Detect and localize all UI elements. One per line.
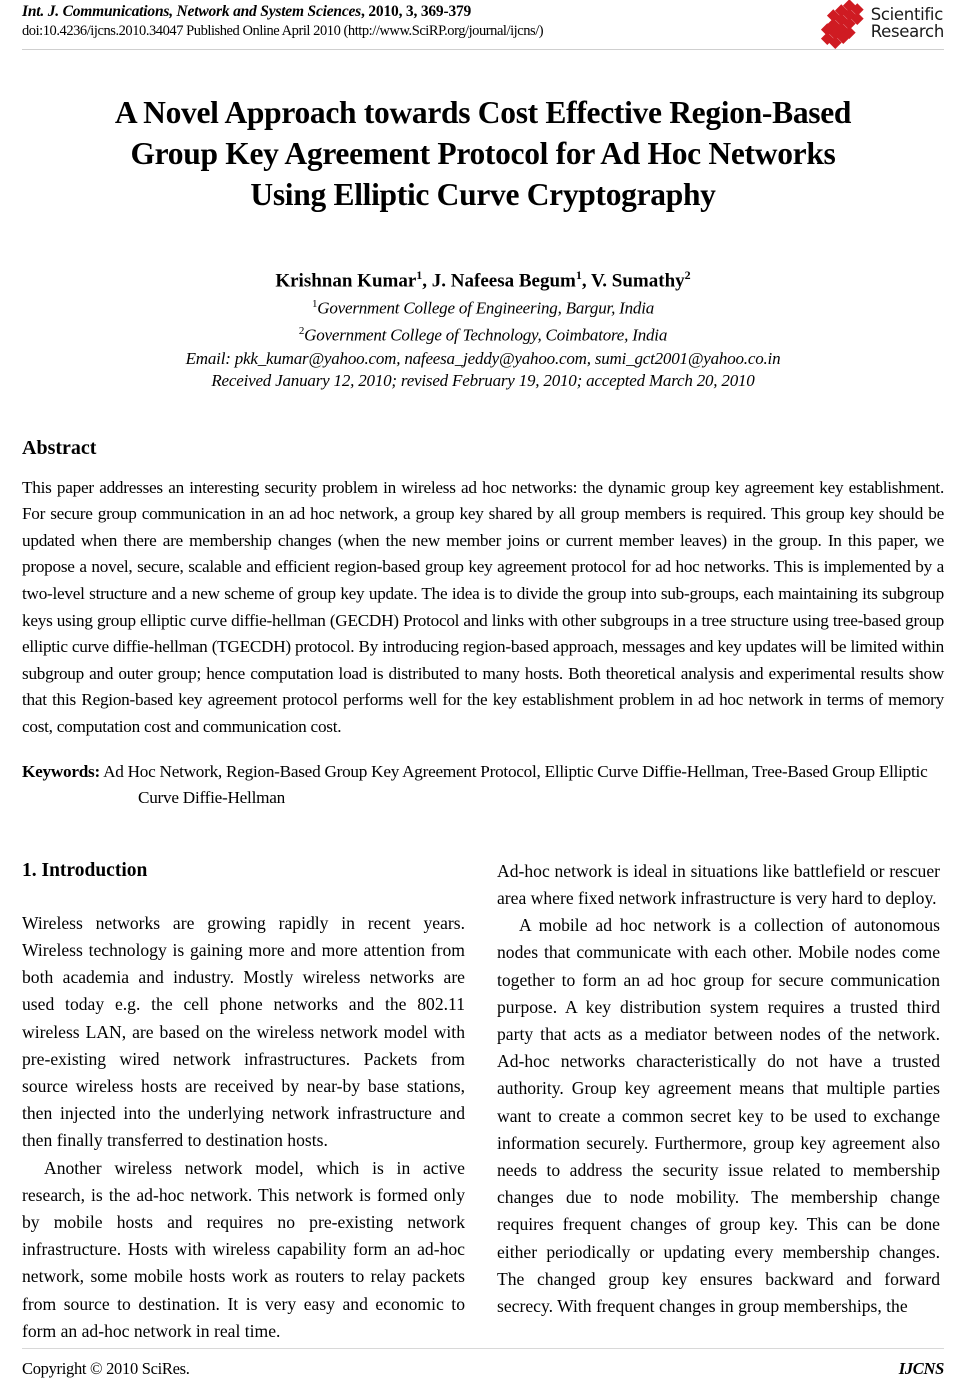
paragraph: Ad-hoc network is ideal in situations like battlefield or rescuer area where fixed network infrastructure is very hard to deploy. [497,860,940,908]
running-head-text [22,2,822,41]
section-heading-introduction: 1. Introduction [22,859,148,881]
paragraph: Another wireless network model, which is in active research, is the ad-hoc network. This network is formed only by mobile hosts and requires no pre-existing network infrastructure. Hosts with wireless capability form an ad-hoc network, some mobile hosts work as routers to relay packets from source to destination. It is very easy and economic to form an ad-hoc network in real time. [22,1157,465,1341]
journal-title-line [22,2,822,21]
abstract-heading: Abstract [22,436,97,459]
logo-line-2: Research [870,22,944,41]
affiliation-1: $^1$Government College of Engineering, Bargur, India [311,298,655,318]
keywords-label: Keywords: [22,761,100,781]
diamond-cluster-icon [823,1,867,45]
page-footer [22,1359,944,1379]
title-line-1: A Novel Approach towards Cost Effective Region-Based [114,95,852,130]
title-line-2: Group Key Agreement Protocol for Ad Hoc Networks [130,136,836,171]
journal-abbreviation: IJCNS [898,1359,944,1378]
paragraph: A mobile ad hoc network is a collection of autonomous nodes that communicate with each other. Mobile nodes come together to form an ad hoc group for secure communication purpose. A key distribution system requires a trusted third party that acts as a mediator between nodes of the network. Ad-hoc networks characteristically do not have a trusted authority. Group key agreement means that multiple parties want to create a common secret key to be used to exchange information securely. Furthermore, group key agreement also needs to address the security issue related to membership changes due to node mobility. The membership change requires frequent changes of group key. This can be done either periodically or updating every membership changes. The changed group key ensures backward and forward secrecy. With frequent changes in group memberships, the [497,915,940,1317]
abstract-body: This paper addresses an interesting security problem in wireless ad hoc networks: the dynamic group key agreement key establishment. For secure group communication in an ad hoc network, a group key shared by all group members is required. This group key should be updated when there are membership changes (when the new member joins or current member leaves) in the group. In this paper, we propose a novel, secure, scalable and efficient region-based group key agreement protocol for ad hoc networks. This is implemented by a two-level structure and a new scheme of group key update. The idea is to divide the group into sub-groups, each maintaining its subgroup keys using group elliptic curve diffie-hellman (GECDH) Protocol and links with other subgroups in a tree structure using tree-based group elliptic curve diffie-hellman (TGECDH) protocol. By introducing region-based approach, messages and key updates will be limited within subgroup and outer group; hence computation load is distributed to many hosts. Both theoretical analysis and experimental results show that this Region-based key agreement protocol performs well for the key establishment problem in ad hoc network in terms of memory cost, computation cost and communication cost. [22,477,944,736]
submission-dates: Received January 12, 2010; revised February 19, 2010; accepted March 20, 2010 [211,371,755,391]
scientific-research-logo [823,0,944,46]
column-left [22,858,465,1345]
author-email: Email: pkk_kumar@yahoo.com, nafeesa_jeddy@yahoo.com, sumi_gct2001@yahoo.co.in [185,348,781,368]
keywords-block [22,759,944,812]
footer-divider [22,1348,944,1349]
paragraph: Wireless networks are growing rapidly in recent years. Wireless technology is gaining more and more attention from both academia and industry. Mostly wireless networks are used today e.g. the cell phone networks and the 802.11 wireless LAN, are based on the wireless network model with pre-existing wired network infrastructures. Packets from source wireless hosts are received by near-by base stations, then injected into the underlying network infrastructure and then finally transferred to destination hosts. [22,912,465,1151]
logo-line-1: Scientific [870,4,943,24]
keywords-text: Ad Hoc Network, Region-Based Group Key Agreement Protocol, Elliptic Curve Diffie-Hellman, Tree-Based Group Elliptic Curve Diffie-Hellman [103,761,928,808]
doi-line: doi:10.4236/ijcns.2010.34047 Published Online April 2010 (http://www.SciRP.org/journal/ijcns/) [22,23,544,39]
title-line-3: Using Elliptic Curve Cryptography [250,177,716,212]
logo-text [871,6,944,41]
body-columns [22,858,944,1345]
copyright-notice: Copyright © 2010 SciRes. [22,1359,190,1378]
running-head [22,0,944,48]
journal-title: Int. J. Communications, Network and System Sciences [22,3,362,20]
author-list: Krishnan Kumar$^1$, J. Nafeesa Begum$^1$, V. Sumathy$^2$ [275,268,691,292]
journal-issue: , 2010, 3, 369-379 [361,3,472,20]
header-divider [22,49,944,50]
affiliation-2: $^2$Government College of Technology, Coimbatore, India [298,325,668,346]
page-title [62,92,904,215]
column-right [497,858,940,1345]
